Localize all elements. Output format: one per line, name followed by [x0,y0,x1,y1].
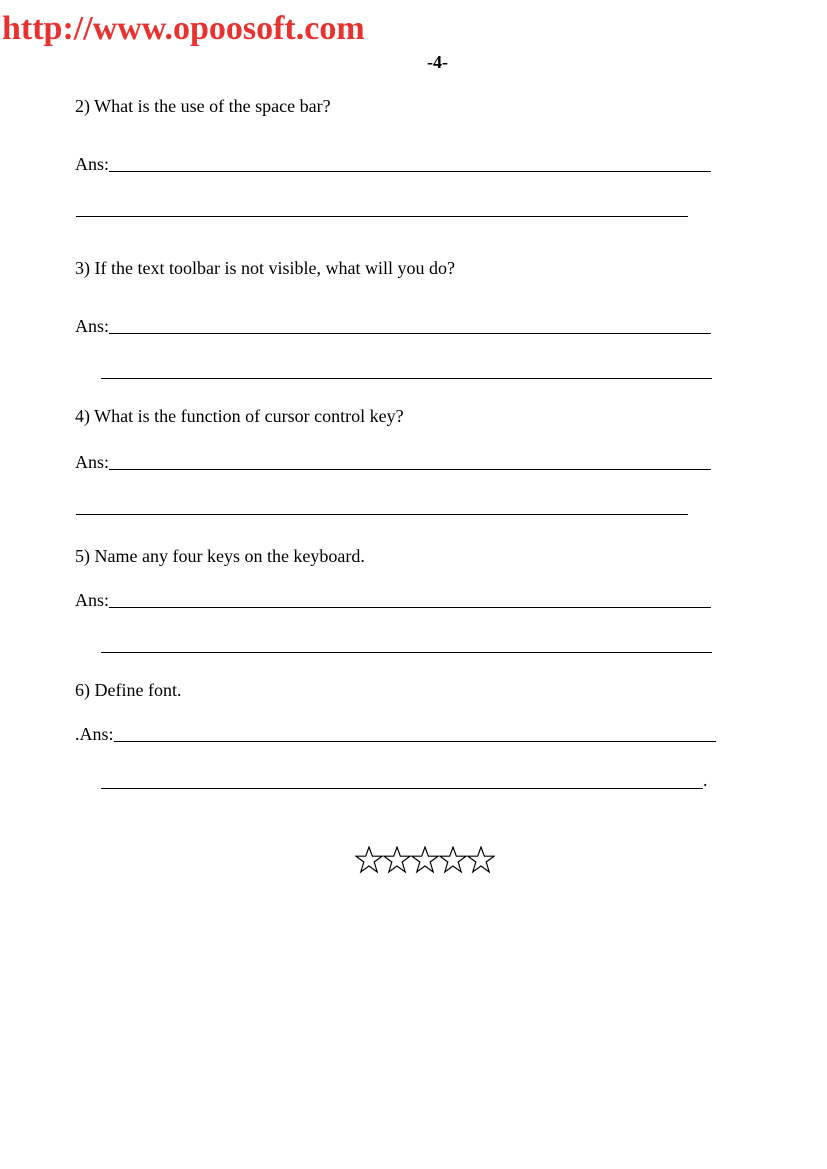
end-mark-stars [355,846,495,874]
question-5: 5) Name any four keys on the keyboard. [75,546,365,566]
star-outline-icon [411,846,439,874]
watermark-url: http://www.opoosoft.com [2,10,365,47]
answer-2-line-1[interactable] [75,154,711,175]
star-outline-icon [383,846,411,874]
question-2: 2) What is the use of the space bar? [75,96,331,116]
answer-label: Ans: [75,316,110,336]
answer-4-line-1[interactable] [75,452,711,473]
answer-label: Ans: [75,154,110,174]
question-4: 4) What is the function of cursor control key? [75,406,404,426]
star-outline-icon [355,846,383,874]
star-outline-icon [467,846,495,874]
end-period: . [703,770,708,790]
answer-rule [109,607,711,608]
answer-4-line-2[interactable] [76,514,688,515]
answer-label: Ans: [75,590,110,610]
answer-label: .Ans: [75,724,114,744]
answer-label: Ans: [75,452,110,472]
answer-rule [109,333,711,334]
answer-6-line-1[interactable] [75,724,716,745]
question-6: 6) Define font. [75,680,182,700]
answer-3-line-2[interactable] [101,378,712,379]
answer-5-line-1[interactable] [75,590,711,611]
answer-rule [114,741,716,742]
page-number: -4- [427,52,448,72]
answer-rule [109,469,711,470]
answer-5-line-2[interactable] [101,652,712,653]
star-outline-icon [439,846,467,874]
answer-rule [109,171,711,172]
answer-6-line-2[interactable] [101,788,703,789]
answer-3-line-1[interactable] [75,316,711,337]
question-3: 3) If the text toolbar is not visible, what will you do? [75,258,455,278]
answer-2-line-2[interactable] [76,216,688,217]
